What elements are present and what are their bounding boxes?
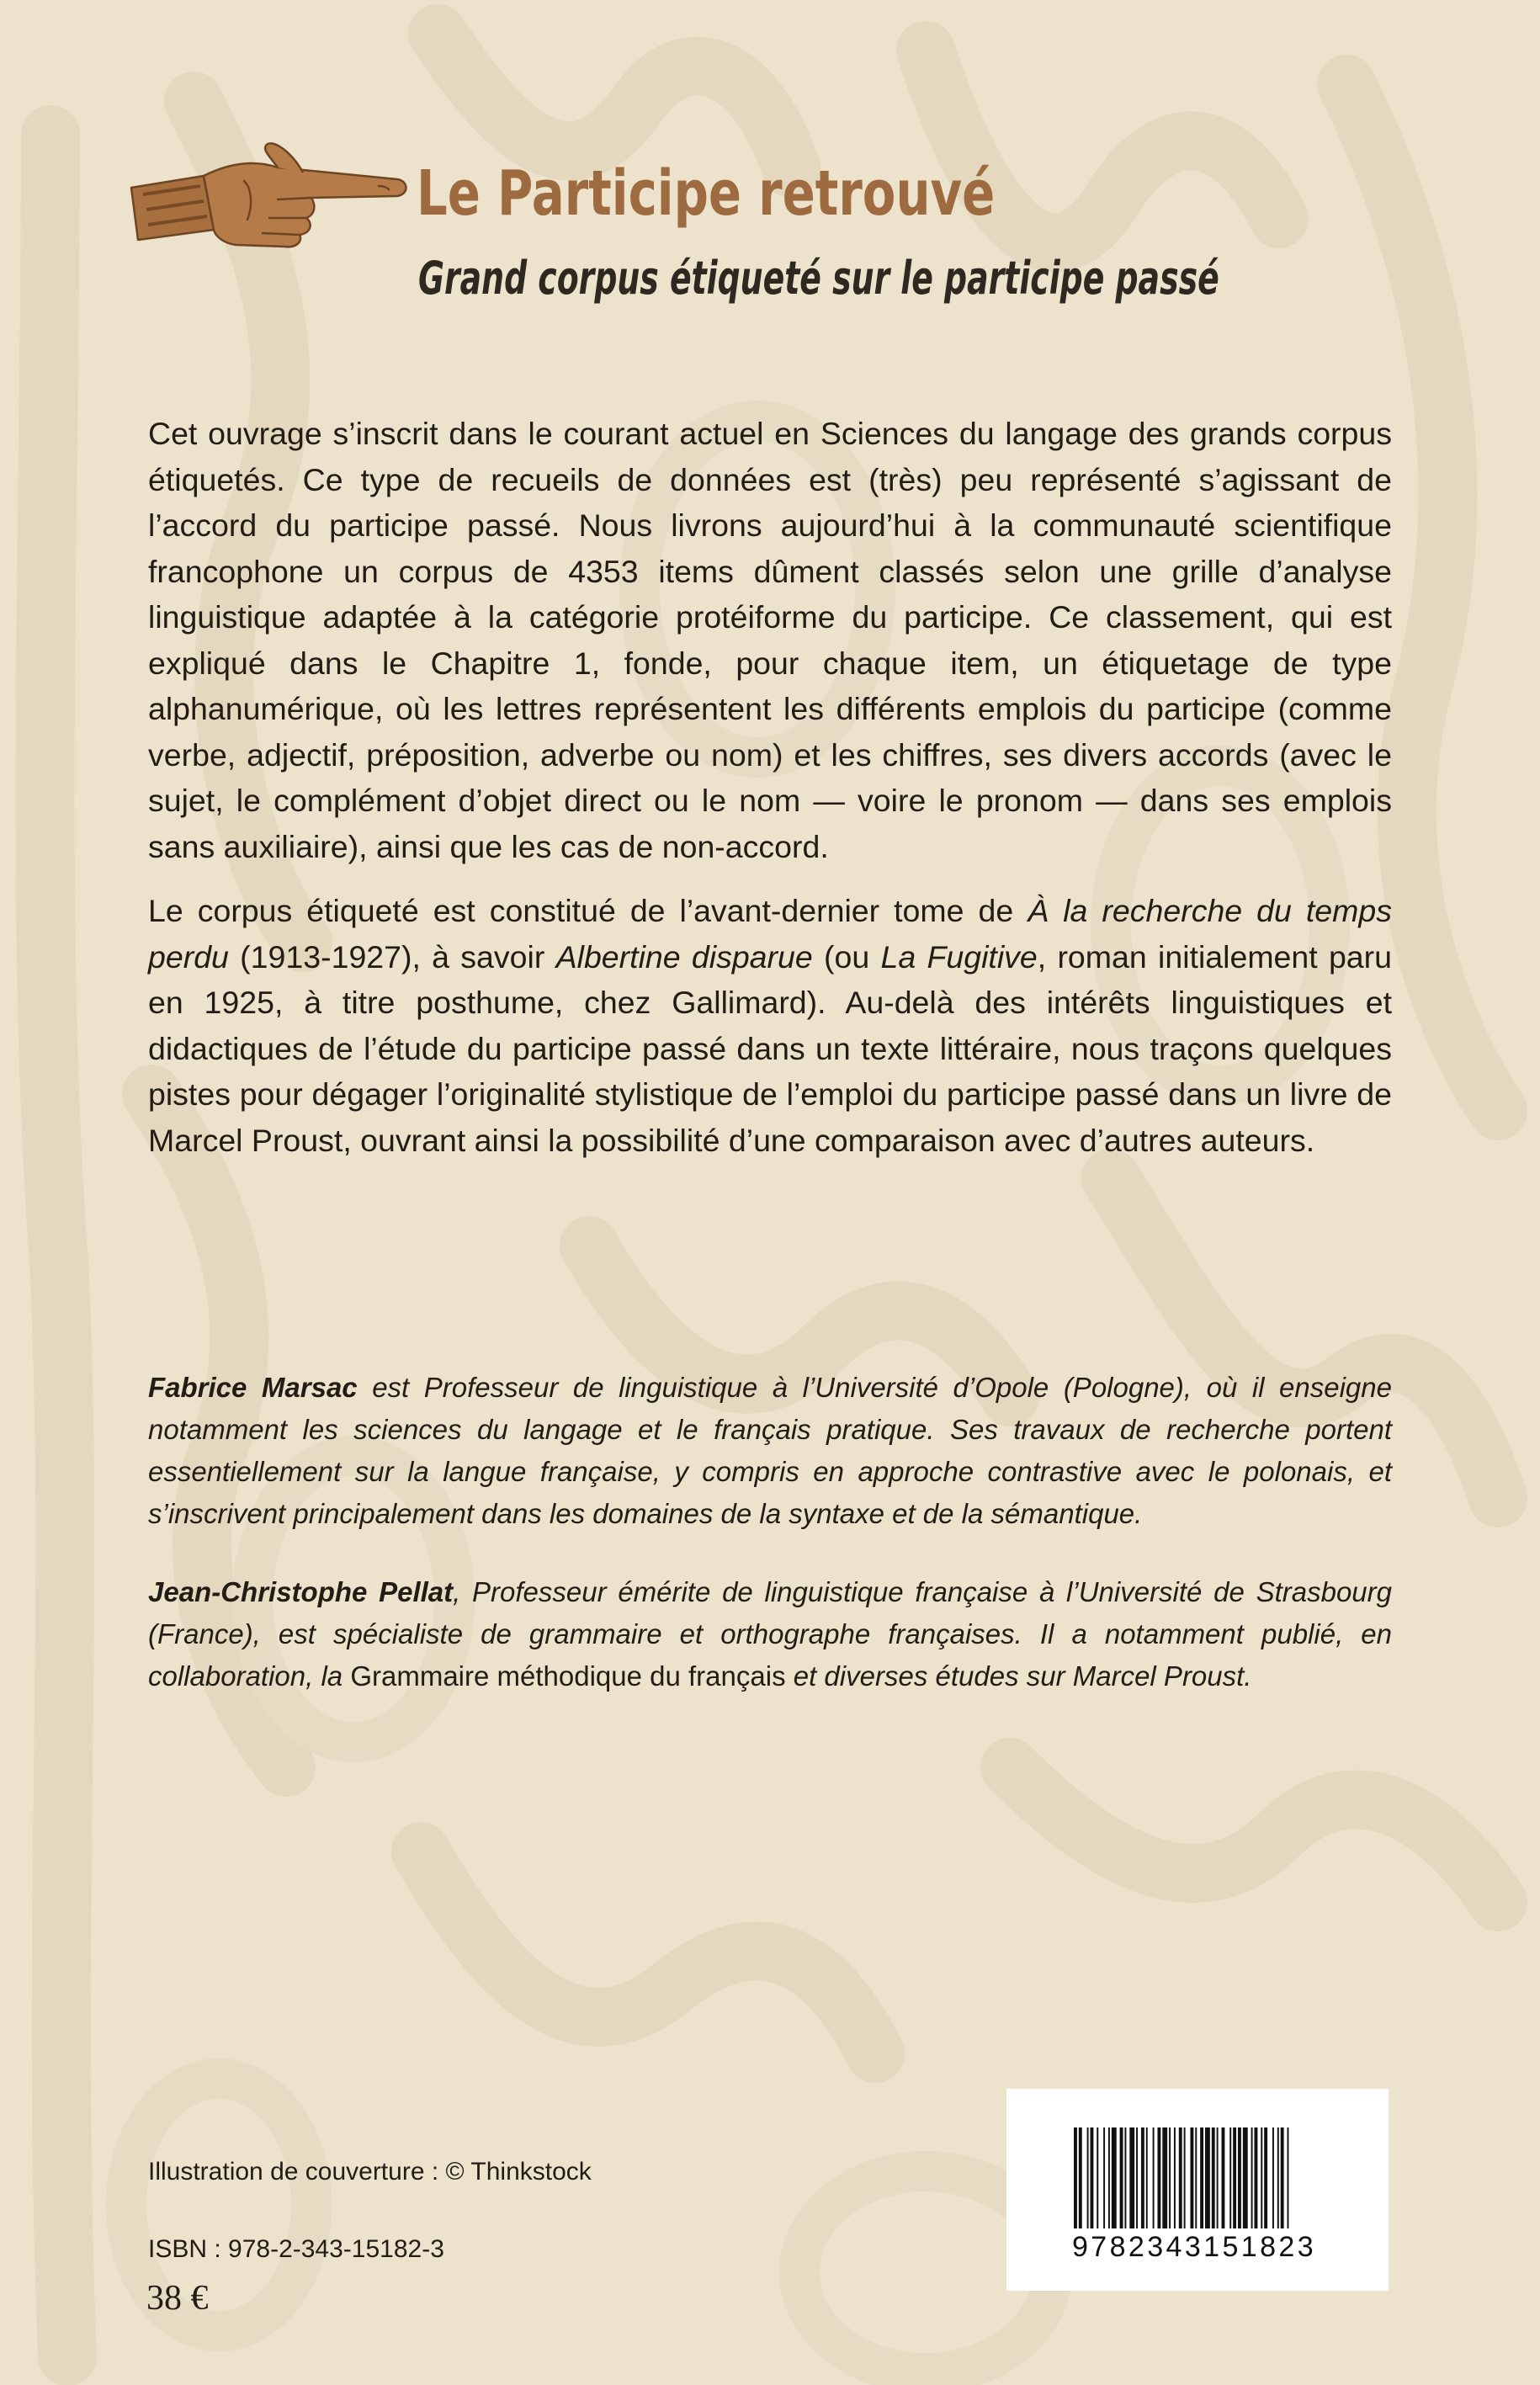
barcode-bar: [1141, 2127, 1144, 2228]
work-title: Albertine disparue: [555, 938, 813, 975]
book-title: Le Participe retrouvé: [417, 157, 996, 230]
barcode-bar: [1124, 2127, 1126, 2228]
barcode-bar: [1212, 2127, 1215, 2228]
work-title: Grammaire méthodique du français: [350, 1660, 786, 1692]
barcode-bar: [1281, 2127, 1284, 2228]
barcode-bar: [1251, 2127, 1253, 2228]
barcode-bar: [1157, 2127, 1160, 2228]
author-bio-1: Fabrice Marsac est Professeur de linguistique à l’Université d’Opole (Pologne), où il enseigne notamment les sciences du langage et le français pratique. Ses travaux de recherche portent essentiellement sur la langue française, y compris en approche contrastive avec le polonais, et s’inscrivent principalement dans les domaines de la syntaxe et de la sémantique.: [148, 1372, 1392, 1529]
barcode-bar: [1108, 2127, 1110, 2228]
barcode-bar: [1243, 2127, 1248, 2228]
barcode-bar: [1174, 2127, 1176, 2228]
barcode-bar: [1103, 2127, 1105, 2228]
book-subtitle: Grand corpus étiqueté sur le participe passé: [418, 252, 1219, 305]
barcode-bar: [1238, 2127, 1241, 2228]
summary-paragraph-1: Cet ouvrage s’inscrit dans le courant actuel en Sciences du langage des grands corpus étiquetés. Ce type de recueils de données est (très) peu représenté s’agissant de l’accord du participe passé. Nous livrons aujourd’hui à la communauté scientifique francophone un corpus de 4353 items dûment classés selon une grille d’analyse linguistique adaptée à la catégorie protéiforme du participe. Ce classement, qui est expliqué dans le Chapitre 1, fonde, pour chaque item, un étiquetage de type alphanumérique, où les lettres représentent les différents emplois du participe (comme verbe, adjectif, préposition, adverbe ou nom) et les chiffres, ses divers accords (avec le sujet, le complément d’objet direct ou le nom — voire le pronom — dans ses emplois sans auxiliaire), ainsi que les cas de non-accord.: [148, 416, 1392, 864]
barcode-bar: [1217, 2127, 1219, 2228]
illustration-credit: Illustration de couverture : © Thinkstock: [148, 2158, 592, 2186]
author-bio-2: Jean-Christophe Pellat, Professeur émérite de linguistique française à l’Université de Strasbourg (France), est spécialiste de grammaire et orthographe françaises. Il a notamment publié, en collaboration, la Grammaire méthodique du français et diverses études sur Marcel Proust.: [148, 1576, 1392, 1692]
barcode-bar: [1129, 2127, 1134, 2228]
barcode-bar: [1205, 2127, 1210, 2228]
barcode-bar: [1169, 2127, 1171, 2228]
isbn: ISBN : 978-2-343-15182-3: [148, 2235, 444, 2263]
barcode-bar: [1233, 2127, 1236, 2228]
barcode-bar: [1229, 2127, 1231, 2228]
pointing-hand-icon: [126, 139, 412, 257]
barcode-bar: [1261, 2127, 1262, 2228]
barcode-bar: [1146, 2127, 1148, 2228]
summary-paragraph-2: Le corpus étiqueté est constitué de l’avant-dernier tome de À la recherche du temps perdu (1913-1927), à savoir Albertine disparue (ou La Fugitive, roman initialement paru en 1925, à titre posthume, chez Gallimard). Au-delà des intérêts linguistiques et didactiques de l’étude du participe passé dans un texte littéraire, nous traçons quelques pistes pour dégager l’originalité stylistique de l’emploi du participe passé dans un livre de Marcel Proust, ouvrant ainsi la possibilité d’une comparaison avec d’autres auteurs.: [148, 893, 1393, 1158]
work-title: À la recherche du temps perdu: [148, 893, 1392, 975]
barcode-bar: [1136, 2127, 1138, 2228]
book-summary: [148, 411, 1392, 1163]
barcode-bar: [1179, 2127, 1182, 2228]
barcode-bar: [1255, 2127, 1258, 2228]
barcode-bar: [1195, 2127, 1197, 2228]
work-title: La Fugitive: [880, 938, 1038, 975]
barcode-bar: [1091, 2127, 1094, 2228]
barcode-bar: [1190, 2127, 1193, 2228]
author-name: Fabrice Marsac: [148, 1372, 358, 1403]
price: 38 €: [146, 2279, 209, 2318]
barcode-bar: [1277, 2127, 1279, 2228]
barcode-bar: [1079, 2127, 1082, 2228]
barcode-bar: [1162, 2127, 1167, 2228]
author-bios: [148, 1367, 1392, 1697]
barcode-bar: [1112, 2127, 1117, 2228]
barcode-box: [1006, 2089, 1389, 2291]
barcode-bar: [1264, 2127, 1267, 2228]
barcode-bar: [1184, 2127, 1186, 2228]
barcode-bar: [1097, 2127, 1098, 2228]
barcode-bar: [1288, 2127, 1289, 2228]
barcode-bar: [1200, 2127, 1203, 2228]
barcode-bar: [1074, 2127, 1077, 2228]
barcode-bar: [1153, 2127, 1155, 2228]
author-name: Jean-Christophe Pellat: [148, 1576, 454, 1607]
barcode-bar: [1087, 2127, 1089, 2228]
barcode-bar: [1222, 2127, 1225, 2228]
barcode-icon: [1072, 2127, 1343, 2228]
barcode-number: 9782343151823: [1072, 2231, 1317, 2263]
barcode-bar: [1120, 2127, 1123, 2228]
barcode-bar: [1272, 2127, 1274, 2228]
